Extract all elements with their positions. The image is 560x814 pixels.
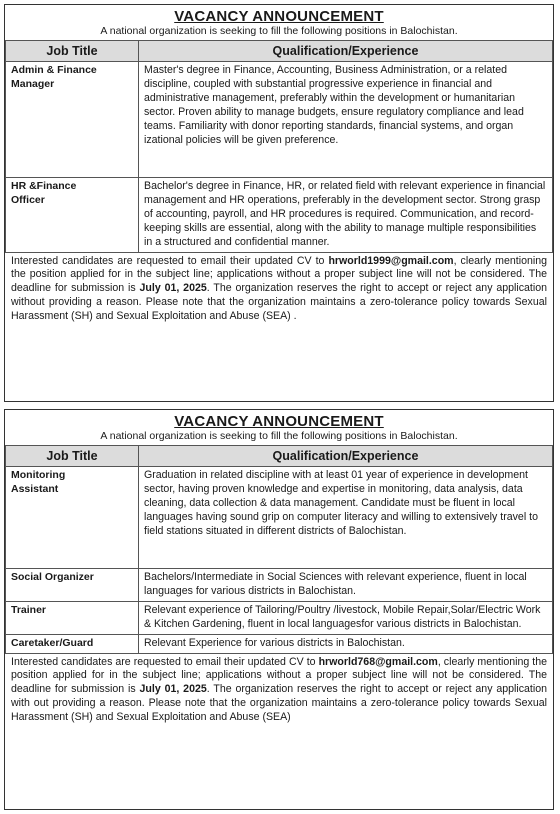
instructions-text: Interested candidates are requested to email their updated CV to <box>11 254 325 267</box>
job-title: HR &Finance Officer <box>6 178 139 253</box>
job-title: Social Organizer <box>6 569 139 602</box>
submission-deadline: July 01, 2025 <box>139 282 207 295</box>
job-title: Admin & Finance Manager <box>6 62 139 178</box>
contact-email: hrworld768@gmail.com <box>318 655 438 668</box>
instructions-text: Interested candidates are requested to email their updated CV to <box>11 655 316 668</box>
vacancy-ad-1 <box>4 4 554 402</box>
table-header-row <box>6 41 553 62</box>
instructions-text: . The organization reserves the right to accept or reject any application without providing a reason. Please note that the organization maintains a zero-tolerance policy towards Sexual Harassment (SH) and Sexual Exploitation and Abuse (SEA) . <box>11 282 547 323</box>
application-instructions <box>5 253 553 325</box>
qualification-text: Relevant experience of Tailoring/Poultry /livestock, Mobile Repair,Solar/Electric Work & Kitchen Gardening, fluent in local languagesfor various districts in Balochistan. <box>139 601 553 634</box>
table-row <box>6 62 553 178</box>
positions-table <box>5 40 553 253</box>
table-row <box>6 569 553 602</box>
table-row <box>6 601 553 634</box>
contact-email: hrworld1999@gmail.com <box>328 254 454 267</box>
job-title-header: Job Title <box>6 446 139 467</box>
table-row <box>6 634 553 653</box>
table-header-row <box>6 446 553 467</box>
application-instructions <box>5 654 553 726</box>
ad-title: VACANCY ANNOUNCEMENT <box>174 8 384 25</box>
positions-table <box>5 445 553 654</box>
job-title-header: Job Title <box>6 41 139 62</box>
ad-subtitle: A national organization is seeking to fill the following positions in Balochistan. <box>100 430 458 442</box>
vacancy-ad-2 <box>4 409 554 810</box>
ad-subtitle: A national organization is seeking to fill the following positions in Balochistan. <box>100 25 458 37</box>
instructions-text: , clearly mentioning the position applied for in the subject line; applications without a proper subject line will not be considered. The deadline for submission is <box>11 655 547 696</box>
qualification-header: Qualification/Experience <box>139 41 553 62</box>
qualification-text: Master's degree in Finance, Accounting, Business Administration, or a related discipline, coupled with substantial progressive experience in financial and administrative management, preferably within the development or humanitarian sector. Proven ability to manage budgets, ensure regulatory compliance and lead teams. Familiarity with donor reporting standards, financial systems, and organ izational policies will be given preference. <box>139 62 553 178</box>
table-row <box>6 467 553 569</box>
ad-title: VACANCY ANNOUNCEMENT <box>174 413 384 430</box>
job-title: Monitoring Assistant <box>6 467 139 569</box>
instructions-text: . The organization reserves the right to accept or reject any application with out providing a reason. Please note that the organization maintains a zero-tolerance policy towards Sexual Harassment (SH) and Sexual Exploitation and Abuse (SEA) <box>11 683 547 724</box>
qualification-text: Bachelors/Intermediate in Social Sciences with relevant experience, fluent in local languages for various districts in Balochistan. <box>139 569 553 602</box>
instructions-text: , clearly mentioning the position applied for in the subject line; applications without a proper subject line will not be considered. The deadline for submission is <box>11 254 547 295</box>
qualification-text: Graduation in related discipline with at least 01 year of experience in development sector, having proven knowledge and expertise in monitoring, data analysis, data cleaning, data collection & data management. Candidate must be fluent in local languages having sound grip on computer literacy and willing to extensively travel to field stations situated in different districts of Balochistan. <box>139 467 553 569</box>
job-title: Caretaker/Guard <box>6 634 139 653</box>
qualification-text: Relevant Experience for various districts in Balochistan. <box>139 634 553 653</box>
table-row <box>6 178 553 253</box>
qualification-text: Bachelor's degree in Finance, HR, or related field with relevant experience in financial management and HR operations, preferably in the development sector. Strong grasp of accounting, payroll, and HR procedures is required. Communication, and record-keeping skills are essential, along with the ability to manage multiple responsibilities in a structured and confidential manner. <box>139 178 553 253</box>
job-title: Trainer <box>6 601 139 634</box>
qualification-header: Qualification/Experience <box>139 446 553 467</box>
submission-deadline: July 01, 2025 <box>139 683 207 696</box>
